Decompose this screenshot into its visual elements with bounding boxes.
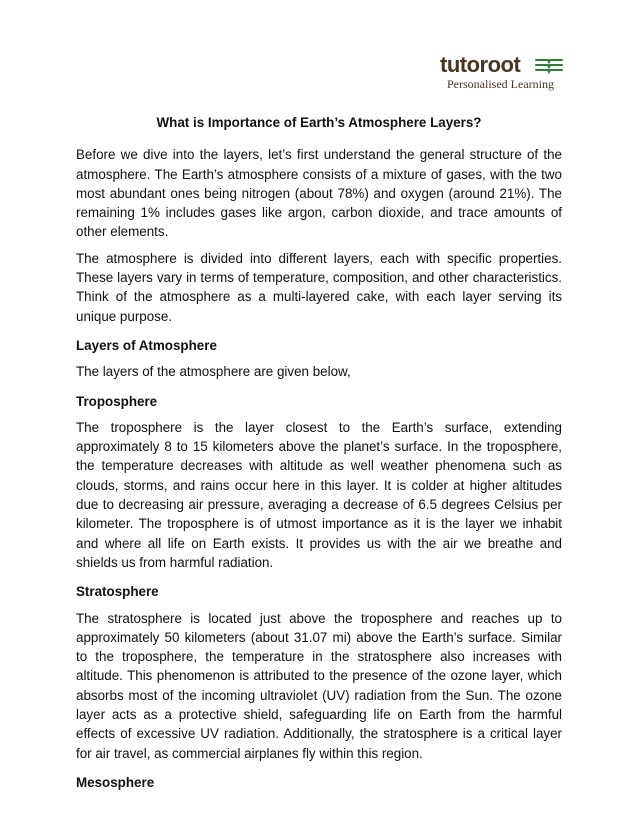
intro-paragraph-1: Before we dive into the layers, let’s first understand the general structure of the atmosphere. The Earth’s atmosphere consists of a mixture of gases, with the two most abundant ones being nitrogen (about 78%) and oxygen (around 21%). The remaining 1% includes gases like argon, carbon dioxide, and trace amounts of other elements. <box>76 147 562 240</box>
troposphere-heading: Troposphere <box>76 393 158 409</box>
logo-tagline: Personalised Learning <box>447 77 554 91</box>
document-body <box>76 113 562 799</box>
intro-paragraph-2: The atmosphere is divided into different layers, each with specific properties. These layers vary in terms of temperature, composition, and other characteristics. Think of the atmosphere as a multi-layered cake, with each layer serving its unique purpose. <box>76 250 562 324</box>
document-title: What is Importance of Earth’s Atmosphere Layers? <box>156 115 482 130</box>
book-lines-icon <box>534 57 564 75</box>
stratosphere-heading: Stratosphere <box>76 584 159 600</box>
troposphere-paragraph: The troposphere is the layer closest to the Earth’s surface, extending approximately 8 to 15 kilometers above the planet’s surface. In the troposphere, the temperature decreases with altitude as well weather phenomena such as clouds, storms, and rains occur here in this layer. It is colder at higher altitudes due to decreasing air pressure, averaging a decrease of 6.5 degrees Celsius per kilometer. The troposphere is of utmost importance as it is the layer we inhabit and where all life on Earth exists. It provides us with the air we breathe and shields us from harmful radiation. <box>76 419 562 570</box>
layers-heading: Layers of Atmosphere <box>76 337 217 353</box>
mesosphere-heading: Mesosphere <box>76 774 155 790</box>
layers-intro-paragraph: The layers of the atmosphere are given below, <box>76 364 351 380</box>
stratosphere-paragraph: The stratosphere is located just above the troposphere and reaches up to approximately 50 kilometers (about 31.07 mi) above the Earth’s surface. Similar to the troposphere, the temperature in the stratosphere also increases with altitude. This phenomenon is attributed to the presence of the ozone layer, which absorbs most of the incoming ultraviolet (UV) radiation from the Sun. The ozone layer acts as a protective shield, safeguarding life on Earth from the harmful effects of excessive UV radiation. Additionally, the stratosphere is a critical layer for air travel, as commercial airplanes fly within this region. <box>76 610 562 761</box>
logo-wordmark: tutoroot <box>440 52 521 77</box>
brand-logo <box>440 54 570 94</box>
